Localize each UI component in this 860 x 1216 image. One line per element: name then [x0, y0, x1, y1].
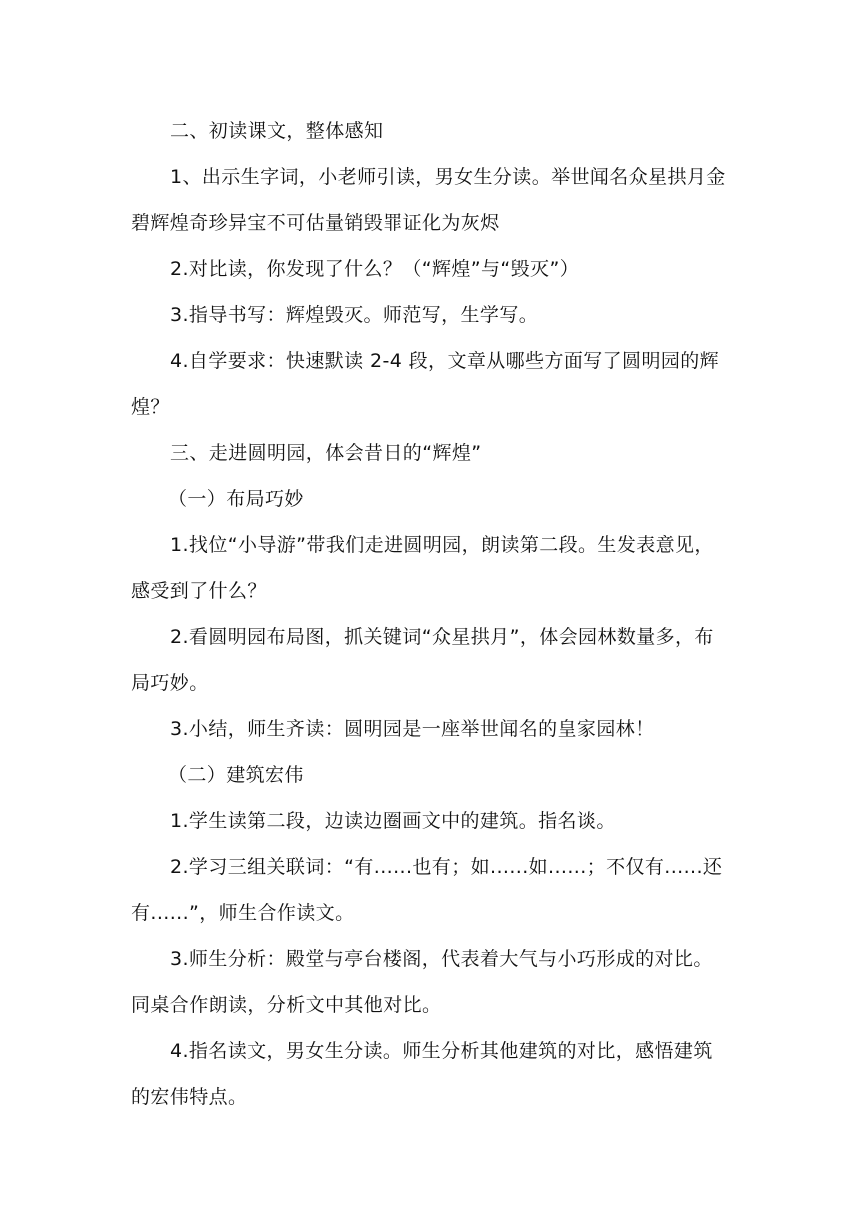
paragraph-step-3: 3.指导书写：辉煌毁灭。师范写，生学写。 — [170, 304, 539, 326]
paragraph-building-3: 3.师生分析：殿堂与亭台楼阁，代表着大气与小巧形成的对比。同桌合作朗读，分析文中其他对比。 — [131, 948, 713, 1016]
paragraph-step-2: 2.对比读，你发现了什么？（“辉煌”与“毁灭”） — [170, 258, 580, 280]
document-body — [131, 108, 731, 1120]
subsection-heading-1: （一）布局巧妙 — [168, 488, 304, 510]
paragraph-building-4: 4.指名读文，男女生分读。师生分析其他建筑的对比，感悟建筑的宏伟特点。 — [131, 1040, 713, 1108]
paragraph-step-4: 4.自学要求：快速默读 2-4 段，文章从哪些方面写了圆明园的辉煌？ — [131, 350, 720, 418]
section-heading-2: 二、初读课文，整体感知 — [170, 120, 384, 142]
paragraph-building-1: 1.学生读第二段，边读边圈画文中的建筑。指名谈。 — [170, 810, 616, 832]
paragraph-layout-1: 1.找位“小导游”带我们走进圆明园，朗读第二段。生发表意见，感受到了什么？ — [131, 534, 714, 602]
paragraph-layout-3: 3.小结，师生齐读：圆明园是一座举世闻名的皇家园林！ — [170, 718, 655, 740]
paragraph-step-1: 1、出示生字词，小老师引读，男女生分读。举世闻名众星拱月金碧辉煌奇珍异宝不可估量销毁罪证化为灰烬 — [131, 166, 726, 234]
paragraph-building-2: 2.学习三组关联词：“有......也有；如......如......；不仅有......还有......”，师生合作读文。 — [131, 856, 723, 924]
subsection-heading-2: （二）建筑宏伟 — [168, 764, 304, 786]
paragraph-layout-2: 2.看圆明园布局图，抓关键词“众星拱月”，体会园林数量多，布局巧妙。 — [131, 626, 714, 694]
section-heading-3: 三、走进圆明园，体会昔日的“辉煌” — [170, 442, 482, 464]
